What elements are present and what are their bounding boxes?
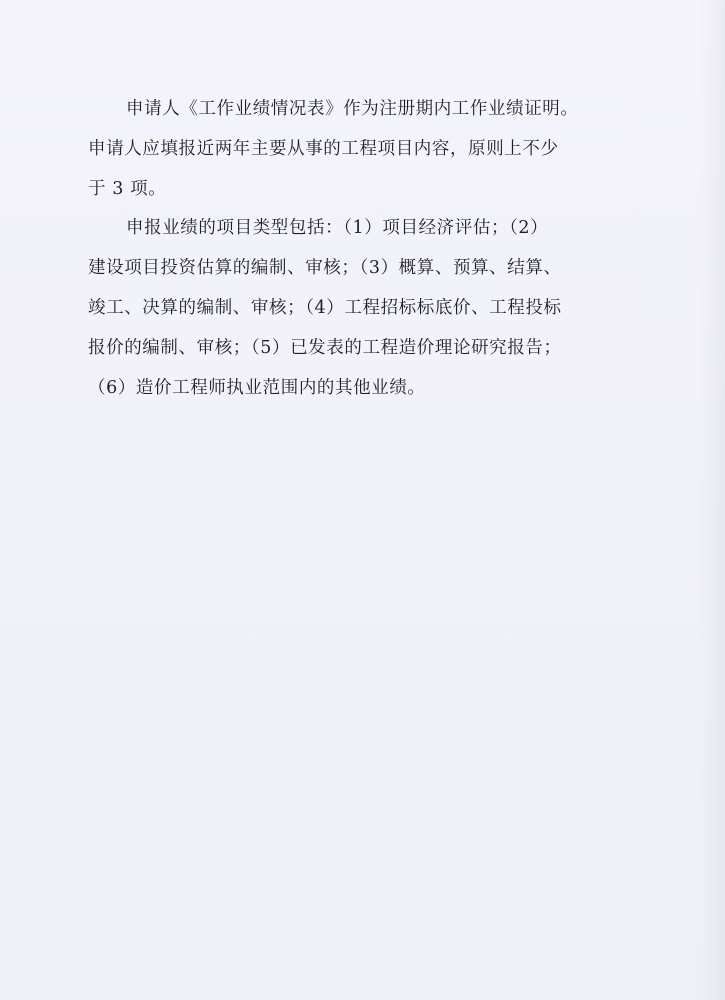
- paragraph-performance-proof: [88, 89, 633, 209]
- paragraph2-line-4: 报价的编制、审核；（5）已发表的工程造价理论研究报告；: [88, 338, 562, 358]
- paragraph2-line-5: （6）造价工程师执业范围内的其他业绩。: [88, 378, 426, 398]
- paragraph-project-types: [88, 208, 633, 408]
- paragraph1-line-3: 于 3 项。: [88, 179, 167, 199]
- paragraph1-line-1: 申请人《工作业绩情况表》作为注册期内工作业绩证明。: [126, 99, 579, 119]
- paragraph2-line-1: 申报业绩的项目类型包括：（1）项目经济评估；（2）: [126, 218, 549, 238]
- paragraph1-line-2: 申请人应填报近两年主要从事的工程项目内容，原则上不少: [88, 139, 559, 159]
- paragraph2-line-2: 建设项目投资估算的编制、审核；（3）概算、预算、结算、: [88, 258, 562, 278]
- paragraph2-line-3: 竣工、决算的编制、审核；（4）工程招标标底价、工程投标: [88, 298, 562, 318]
- page-edge-shadow: [699, 0, 725, 1000]
